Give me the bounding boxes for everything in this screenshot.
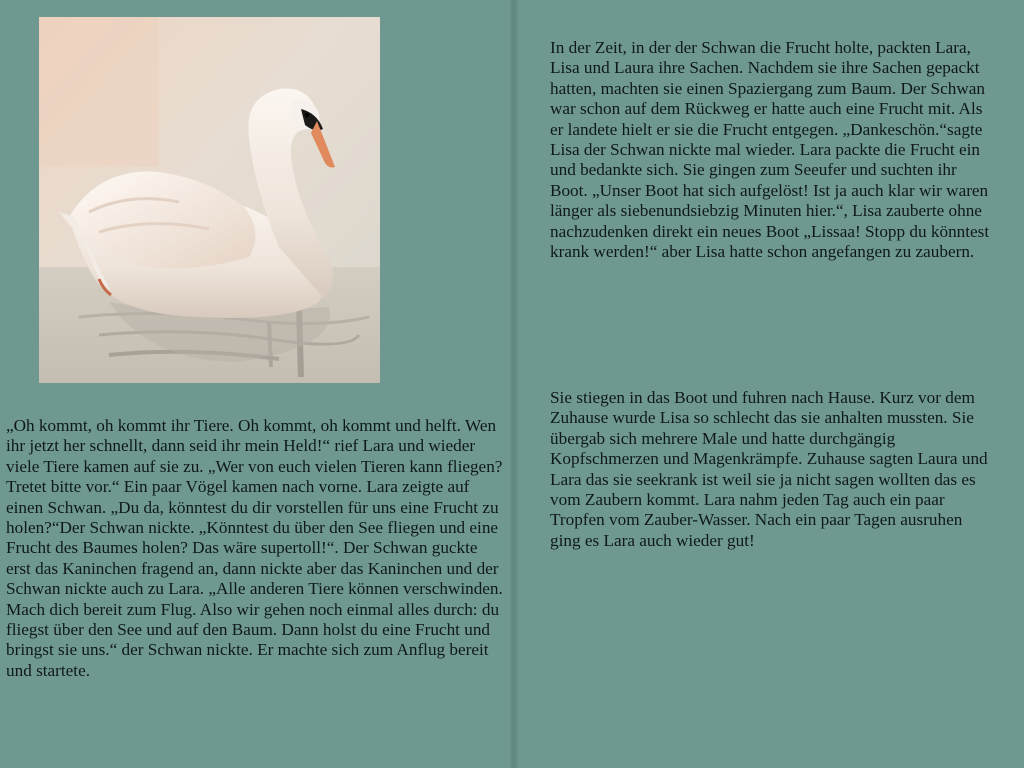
swan-icon bbox=[39, 17, 380, 383]
story-paragraph-right-2: Sie stiegen in das Boot und fuhren nach Hause. Kurz vor dem Zuhause wurde Lisa so schlecht das sie anhalten mussten. Sie übergab sich mehrere Male und hatte durchgängig Kopfschmerzen und Magenkrämpfe. Zuhause sagten Laura und Lara das sie seekrank ist weil sie ja nicht sagen wollten das es vom Zaubern kommt. Lara nahm jeden Tag auch ein paar Tropfen vom Zauber-Wasser. Nach ein paar Tagen ausruhen ging es Lara auch wieder gut! bbox=[550, 388, 988, 550]
page-gutter bbox=[510, 0, 518, 768]
right-page bbox=[518, 0, 1024, 768]
left-page bbox=[0, 0, 510, 768]
swan-illustration bbox=[39, 17, 380, 383]
story-paragraph-left: „Oh kommt, oh kommt ihr Tiere. Oh kommt, oh kommt und helft. Wen ihr jetzt her schnellt, dann seid ihr mein Held!“ rief Lara und wieder viele Tiere kamen auf sie zu. „Wer von euch vielen Tieren kann fliegen? Tretet bitte vor.“ Ein paar Vögel kamen nach vorne. Lara zeigte auf einen Schwan. „Du da, könntest du dir vorstellen für uns eine Frucht zu holen?“Der Schwan nickte. „Könntest du über den See fliegen und eine Frucht des Baumes holen? Das wäre supertoll!“. Der Schwan guckte erst das Kaninchen fragend an, dann nickte aber das Kaninchen und der Schwan nickte auch zu Lara. „Alle anderen Tiere können verschwinden. Mach dich bereit zum Flug. Also wir gehen noch einmal alles durch: du fliegst über den See und auf den Baum. Dann holst du eine Frucht und bringst sie uns.“ der Schwan nickte. Er machte sich zum Anflug bereit und startete. bbox=[6, 416, 503, 680]
story-paragraph-right-1: In der Zeit, in der der Schwan die Frucht holte, packten Lara, Lisa und Laura ihre Sachen. Nachdem sie ihre Sachen gepackt hatten, machten sie einen Spaziergang zum Baum. Der Schwan war schon auf dem Rückweg er hatte auch eine Frucht mit. Als er landete hielt er sie die Frucht entgegen. „Dankeschön.“sagte Lisa der Schwan nickte mal wieder. Lara packte die Frucht ein und bedankte sich. Sie gingen zum Seeufer und suchten ihr Boot. „Unser Boot hat sich aufgelöst! Ist ja auch klar wir waren länger als siebenundsiebzig Minuten hier.“, Lisa zauberte ohne nachzudenken direkt ein neues Boot „Lissaa! Stopp du könntest krank werden!“ aber Lisa hatte schon angefangen zu zaubern. bbox=[550, 38, 990, 262]
